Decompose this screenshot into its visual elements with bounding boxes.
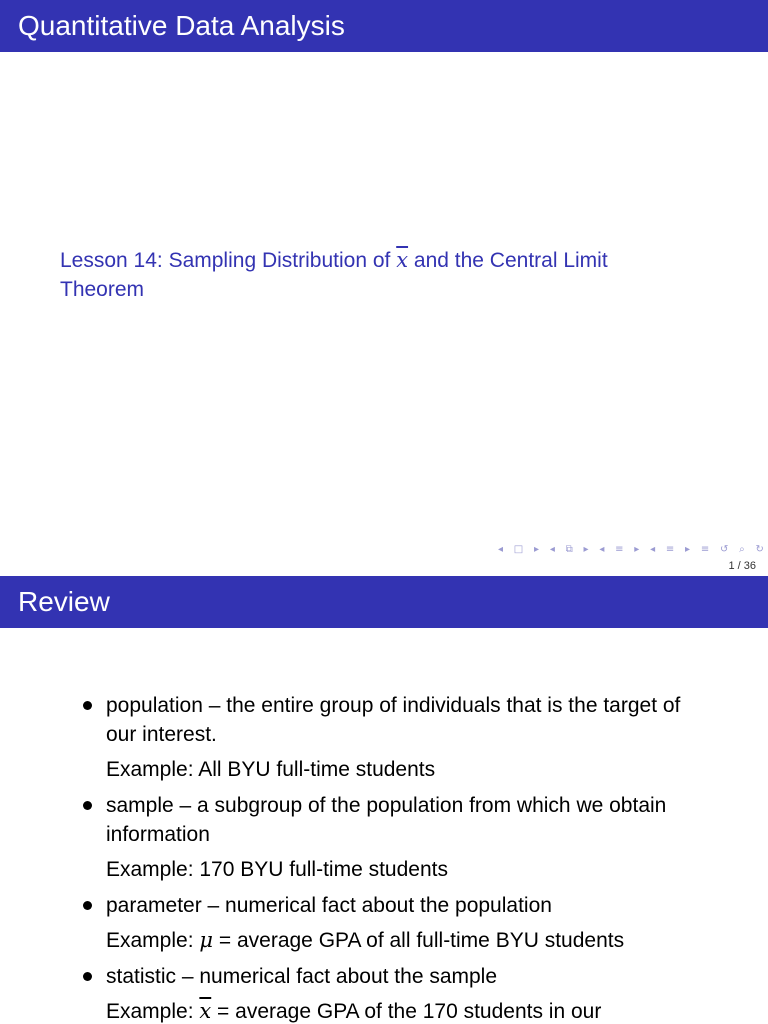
review-list (0, 691, 768, 1024)
lesson-title (60, 246, 720, 304)
nav-section-icon[interactable]: ≡ (665, 543, 675, 555)
nav-subsection-icon[interactable]: ≡ (615, 543, 624, 555)
example-prefix: Example: (106, 929, 200, 952)
nav-prev-frame-icon[interactable]: ◂ (549, 543, 555, 555)
x-bar-symbol: $\overline{x}$ (199, 999, 212, 1023)
list-item (0, 691, 768, 784)
definition-text: parameter – numerical fact about the population (106, 894, 552, 917)
x-bar-symbol: $\overline{x}$ (396, 248, 409, 272)
example-text: Example: 170 BYU full-time students (106, 858, 448, 881)
beamer-navigation-bar (498, 542, 764, 556)
nav-back-icon[interactable]: ↺ (719, 543, 729, 555)
list-item (0, 791, 768, 884)
lesson-title-text-end: and the Central Limit (413, 249, 608, 272)
example-prefix: Example: (106, 1000, 200, 1023)
example-text (106, 926, 708, 955)
nav-slide-icon[interactable]: □ (513, 543, 524, 555)
example-text: Example: All BYU full-time students (106, 758, 436, 781)
lesson-title-line2: Theorem (60, 278, 145, 301)
nav-next-slide-icon[interactable]: ▸ (534, 543, 540, 555)
nav-frame-icon[interactable]: ⧉ (565, 543, 573, 555)
example-rest: = average GPA of all full-time BYU students (213, 929, 625, 952)
list-item (0, 962, 768, 1024)
example-rest: = average GPA of the 170 students in our (211, 1000, 602, 1023)
page-number: 1 / 36 (728, 560, 756, 572)
bullet-icon (83, 901, 92, 910)
review-slide (0, 576, 768, 1024)
nav-next-frame-icon[interactable]: ▸ (583, 543, 589, 555)
nav-prev-subsection-icon[interactable]: ◂ (599, 543, 605, 555)
nav-next-subsection-icon[interactable]: ▸ (634, 543, 640, 555)
nav-document-icon[interactable]: ≡ (700, 543, 710, 555)
mu-symbol: μ (199, 928, 214, 952)
nav-next-section-icon[interactable]: ▸ (685, 543, 691, 555)
definition-text: statistic – numerical fact about the sample (106, 965, 498, 988)
nav-prev-section-icon[interactable]: ◂ (650, 543, 656, 555)
nav-search-icon[interactable]: ⌕ (739, 543, 745, 555)
definition-text: sample – a subgroup of the population from which we obtain information (106, 794, 667, 846)
list-item (0, 891, 768, 955)
definition-text: population – the entire group of individuals that is the target of our interest. (106, 694, 681, 746)
frame-title: Quantitative Data Analysis (0, 0, 768, 52)
lesson-title-text: Lesson 14: Sampling Distribution of (60, 249, 391, 272)
frame-title: Review (0, 576, 768, 628)
bullet-icon (83, 701, 92, 710)
nav-forward-icon[interactable]: ↻ (755, 543, 764, 555)
bullet-icon (83, 972, 92, 981)
bullet-icon (83, 801, 92, 810)
example-text (106, 997, 708, 1024)
nav-prev-slide-icon[interactable]: ◂ (498, 543, 504, 555)
